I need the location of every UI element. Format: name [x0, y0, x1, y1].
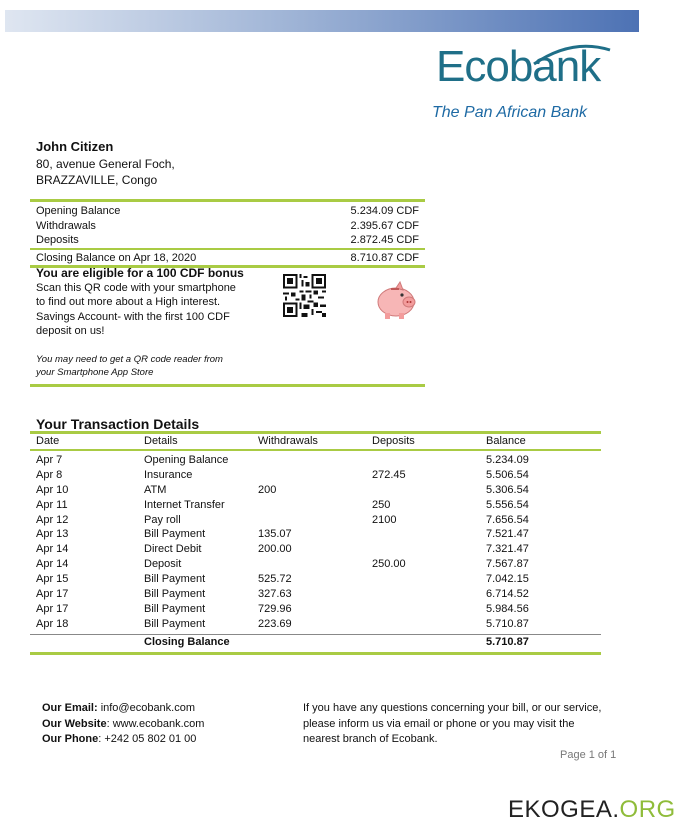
address-line-1: 80, avenue General Foch,: [36, 157, 175, 171]
table-cell: Apr 10: [36, 483, 69, 496]
table-header: [30, 431, 601, 451]
bonus-text-line: to find out more about a High interest.: [36, 296, 221, 308]
table-cell: [372, 617, 486, 632]
closing-balance-label: Closing Balance: [144, 635, 230, 648]
table-cell: 5.710.87: [486, 617, 529, 630]
table-cell: Bill Payment: [144, 588, 206, 601]
table-cell: [372, 453, 486, 468]
table-cell: [372, 527, 486, 542]
table-cell: Bill Payment: [144, 602, 206, 615]
table-cell: Apr 12: [36, 513, 69, 526]
table-row: [30, 602, 601, 617]
table-row: [30, 513, 601, 528]
table-cell: Apr 14: [36, 543, 69, 556]
table-body: [30, 453, 601, 632]
transactions-title: Your Transaction Details: [36, 416, 200, 432]
bonus-text-line: Savings Account- with the first 100 CDF: [36, 310, 230, 323]
summary-value: 2.872.45 CDF: [350, 234, 419, 246]
summary-value: 5.234.09 CDF: [350, 205, 419, 217]
phone-label: Our Phone: [42, 733, 99, 745]
closing-value: 8.710.87 CDF: [350, 251, 419, 264]
table-cell: Apr 17: [36, 602, 69, 615]
table-cell: 7.656.54: [486, 513, 529, 526]
table-cell: [372, 602, 486, 617]
website-label: Our Website: [42, 717, 107, 730]
table-cell: [372, 572, 486, 587]
table-cell: [372, 542, 486, 557]
table-cell: 250: [372, 498, 391, 511]
table-row: [30, 527, 601, 542]
qr-code-icon: [283, 274, 326, 317]
summary-label: Deposits: [36, 234, 79, 246]
table-row: [30, 617, 601, 632]
table-cell: Insurance: [144, 468, 193, 481]
column-header: Date: [36, 435, 60, 447]
table-cell: 5.306.54: [486, 483, 529, 496]
divider: [30, 384, 425, 387]
watermark: [508, 796, 676, 824]
email-link[interactable]: info@ecobank.com: [100, 702, 196, 714]
column-header: Balance: [486, 435, 526, 447]
table-row: [30, 453, 601, 468]
address-line-2: BRAZZAVILLE, Congo: [36, 173, 158, 187]
table-cell: Internet Transfer: [144, 498, 225, 511]
transactions-table: [30, 431, 601, 655]
note-line: your Smartphone App Store: [36, 366, 154, 378]
table-cell: Bill Payment: [144, 573, 206, 586]
website-link[interactable]: : www.ecobank.com: [106, 717, 205, 730]
table-cell: [258, 635, 372, 650]
table-cell: 5.506.54: [486, 468, 529, 481]
table-cell: 525.72: [258, 573, 292, 586]
table-cell: 200: [258, 483, 277, 496]
table-cell: Direct Debit: [144, 543, 202, 556]
table-row: [30, 557, 601, 572]
watermark-part: ORG: [619, 796, 676, 823]
table-row: [30, 572, 601, 587]
bonus-text-line: Scan this QR code with your smartphone: [36, 281, 236, 294]
table-cell: Apr 18: [36, 617, 69, 630]
table-cell: Bill Payment: [144, 617, 206, 630]
summary-row: [30, 233, 425, 248]
column-header: Deposits: [372, 435, 415, 447]
summary-row: [30, 219, 425, 234]
customer-address: [36, 139, 175, 188]
contact-website-line: [42, 717, 204, 733]
table-cell: Deposit: [144, 558, 182, 571]
help-text: [303, 701, 603, 748]
divider: [30, 199, 425, 202]
table-cell: 5.234.09: [486, 454, 529, 466]
phone-number: : +242 05 802 01 00: [98, 733, 197, 745]
help-line: If you have any questions concerning your bill, or our service,: [303, 702, 602, 714]
summary-closing-row: [30, 251, 425, 266]
summary-label: Withdrawals: [36, 219, 96, 232]
bonus-text-line: deposit on us!: [36, 325, 105, 337]
table-cell: Bill Payment: [144, 528, 206, 541]
table-row: [30, 483, 601, 498]
table-cell: 135.07: [258, 528, 292, 541]
table-cell: [30, 635, 144, 650]
contact-phone-line: [42, 732, 204, 748]
contact-email-line: [42, 701, 204, 717]
table-cell: 223.69: [258, 617, 292, 630]
note-line: You may need to get a QR code reader from: [36, 353, 223, 365]
logo-wordmark: Ecobank: [436, 42, 601, 91]
table-cell: Apr 14: [36, 558, 69, 571]
table-row: [30, 587, 601, 602]
page-number: Page 1 of 1: [560, 749, 617, 761]
closing-label: Closing Balance on Apr 18, 2020: [36, 251, 197, 264]
ecobank-logo: [432, 42, 612, 128]
piggy-bank-icon: [372, 280, 420, 322]
table-cell: [372, 635, 486, 650]
divider: [30, 248, 425, 250]
table-cell: 7.521.47: [486, 528, 529, 541]
header-bar: [5, 10, 639, 32]
bonus-heading: You are eligible for a 100 CDF bonus: [36, 266, 244, 280]
table-cell: 729.96: [258, 602, 292, 615]
table-cell: Opening Balance: [144, 454, 229, 466]
table-cell: 2100: [372, 513, 397, 526]
table-cell: 5.984.56: [486, 602, 529, 615]
bonus-note: [36, 353, 256, 379]
table-cell: [258, 513, 372, 528]
table-cell: [258, 453, 372, 468]
contact-info: [42, 701, 204, 748]
help-line: nearest branch of Ecobank.: [303, 733, 438, 745]
table-cell: Apr 7: [36, 454, 63, 466]
logo-tagline: The Pan African Bank: [432, 104, 588, 121]
closing-balance-row: [30, 634, 601, 650]
table-cell: 7.567.87: [486, 558, 529, 571]
email-label: Our Email:: [42, 702, 98, 714]
closing-balance-value: 5.710.87: [486, 635, 529, 648]
table-row: [30, 498, 601, 513]
summary-row: [30, 204, 425, 219]
table-cell: ATM: [144, 483, 167, 496]
summary-value: 2.395.67 CDF: [350, 219, 419, 232]
table-cell: [258, 468, 372, 483]
column-header: Withdrawals: [258, 435, 318, 447]
table-cell: Pay roll: [144, 513, 181, 526]
table-cell: 272.45: [372, 468, 406, 481]
table-cell: 6.714.52: [486, 588, 529, 601]
table-cell: Apr 17: [36, 588, 69, 601]
watermark-part: EKOGEA.: [508, 796, 620, 823]
table-cell: [258, 557, 372, 572]
table-cell: 7.042.15: [486, 573, 529, 586]
table-cell: 327.63: [258, 588, 292, 601]
logo-swoosh-icon: [532, 44, 612, 66]
table-cell: [372, 587, 486, 602]
table-cell: 250.00: [372, 558, 406, 571]
table-cell: 7.321.47: [486, 543, 529, 556]
table-cell: Apr 11: [36, 498, 68, 511]
table-row: [30, 542, 601, 557]
table-cell: [372, 483, 486, 498]
table-cell: 5.556.54: [486, 498, 529, 511]
table-cell: Apr 13: [36, 528, 69, 541]
summary-label: Opening Balance: [36, 205, 121, 217]
table-cell: Apr 8: [36, 468, 63, 481]
help-line: please inform us via email or phone or you may visit the: [303, 717, 575, 730]
customer-name: John Citizen: [36, 139, 114, 154]
table-cell: [258, 498, 372, 513]
table-cell: Apr 15: [36, 573, 69, 586]
table-row: [30, 468, 601, 483]
table-cell: 200.00: [258, 543, 292, 556]
balance-summary: [30, 199, 425, 268]
column-header: Details: [144, 435, 178, 447]
divider: [30, 652, 601, 655]
bonus-offer: [36, 266, 256, 379]
